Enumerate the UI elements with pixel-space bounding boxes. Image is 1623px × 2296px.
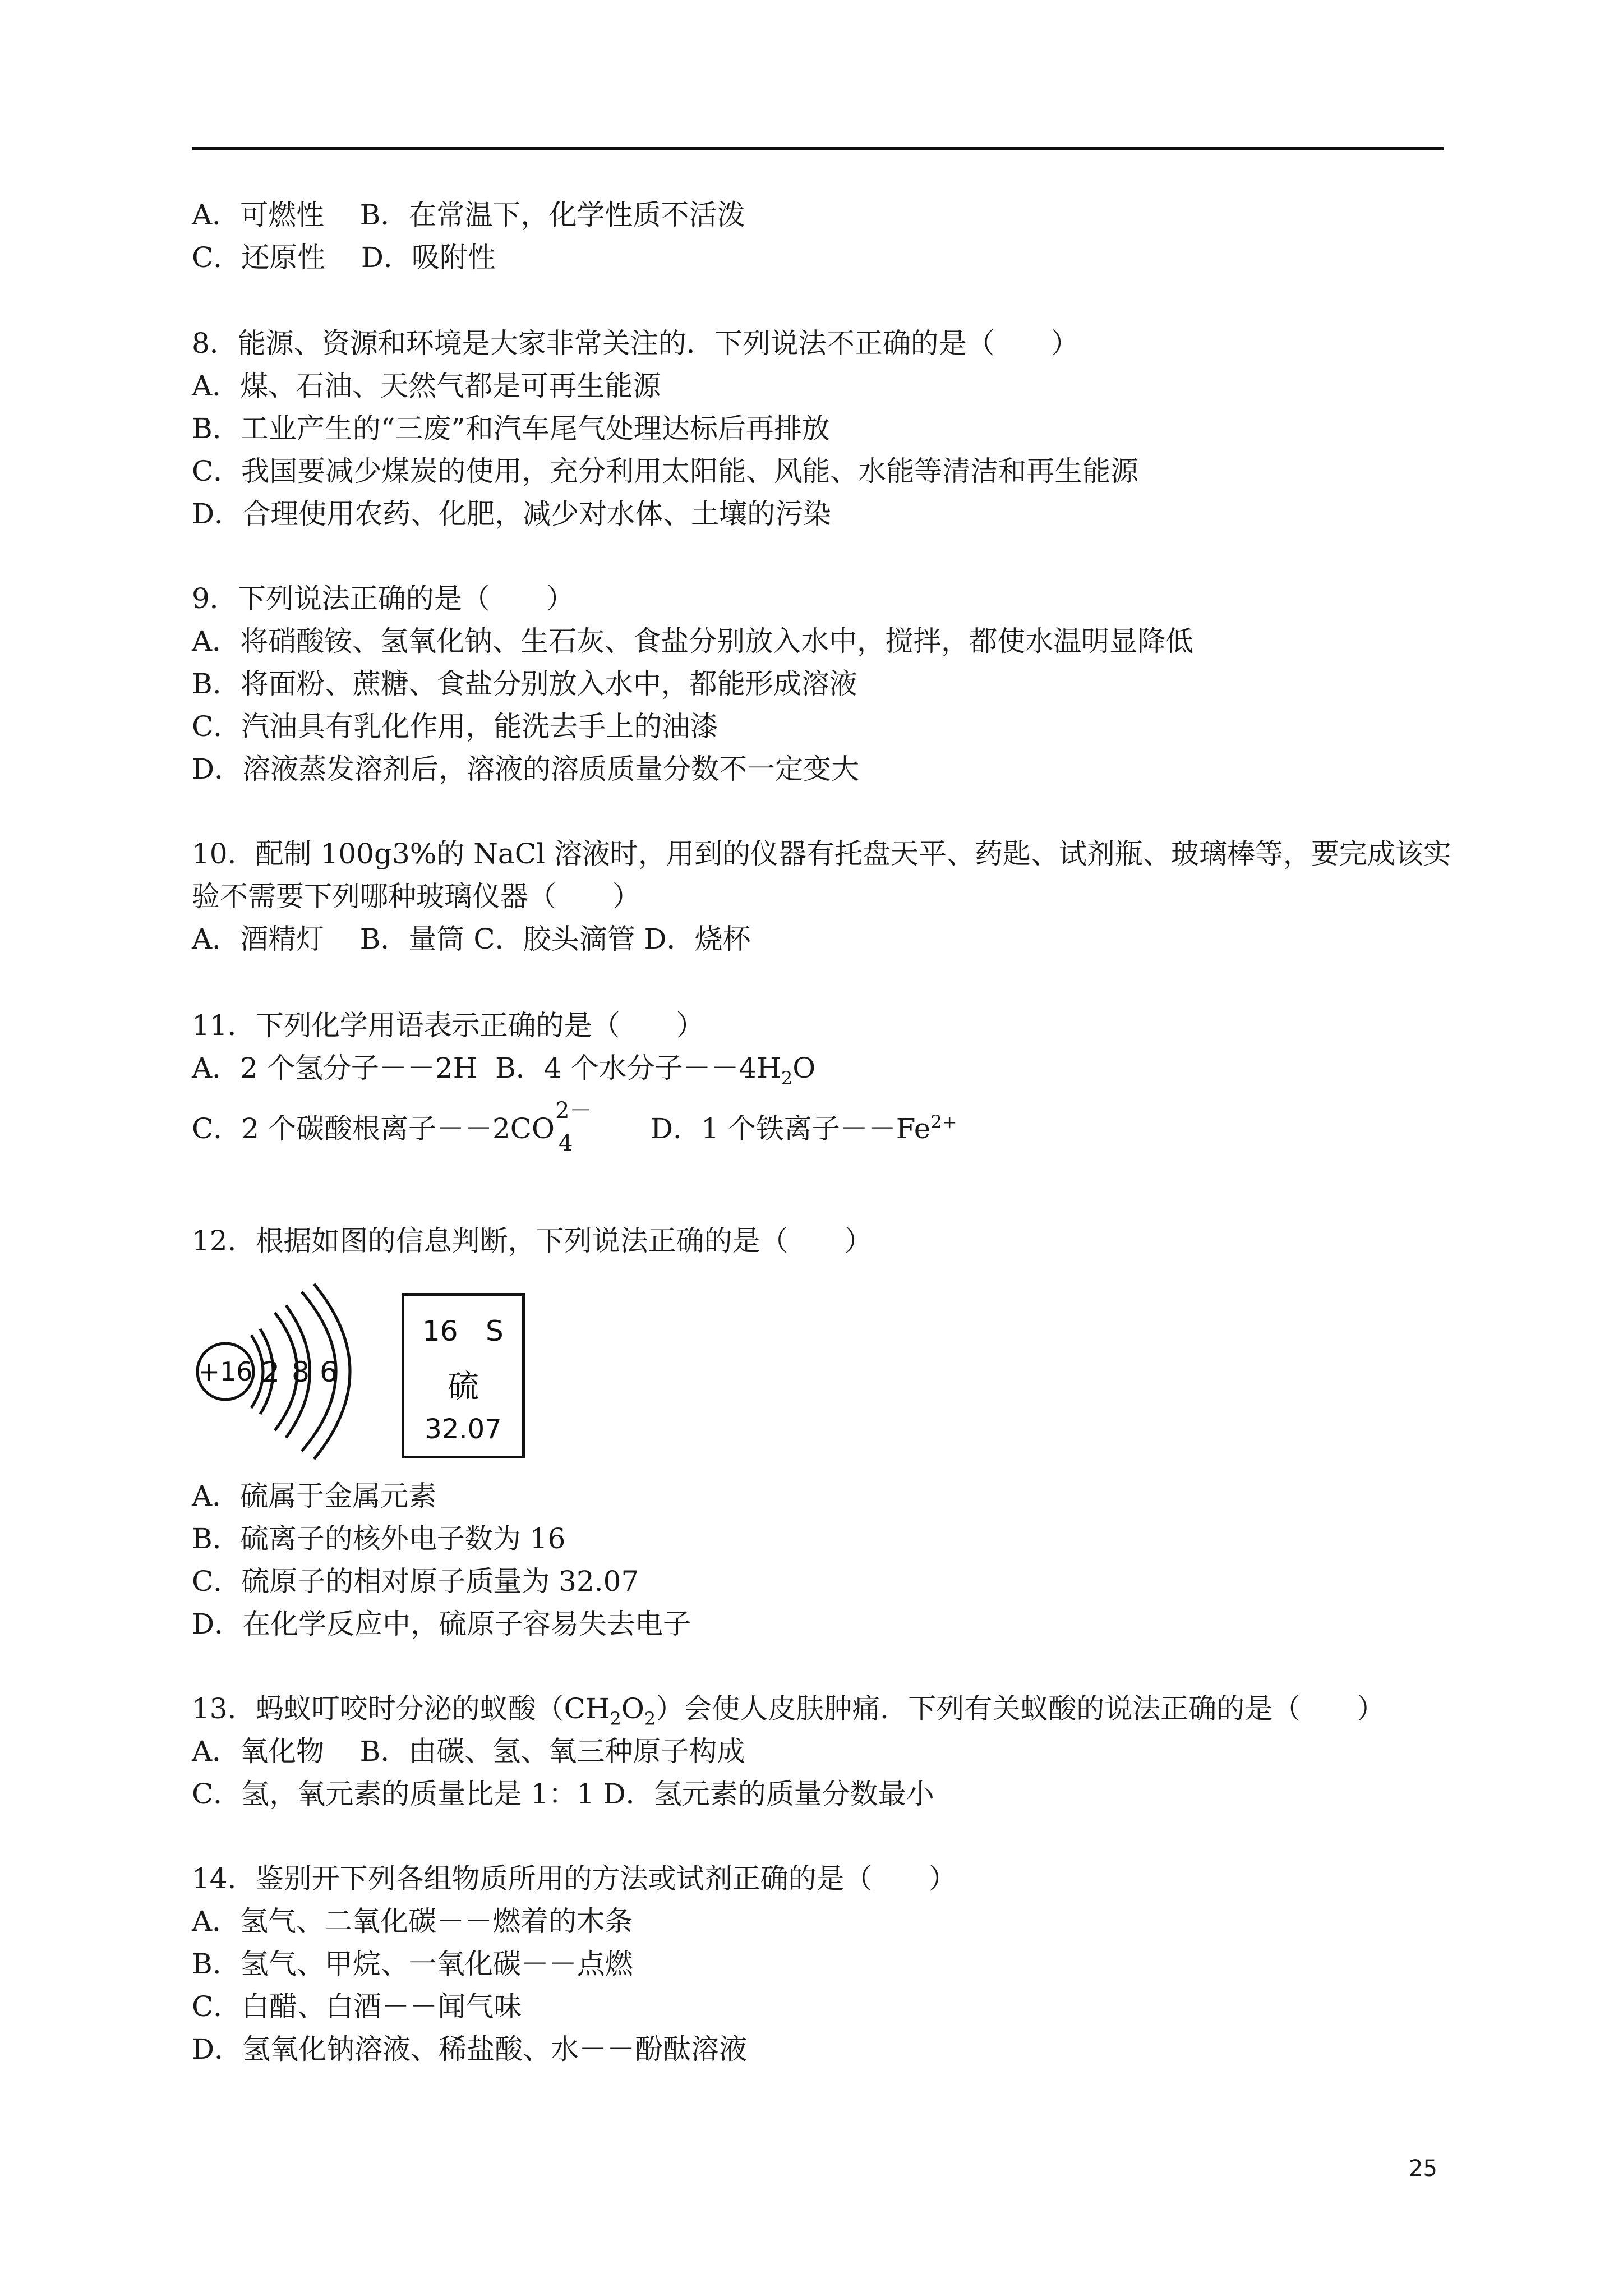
q14-option-d: D．氢氧化钠溶液、稀盐酸、水－－酚酞溶液 (192, 2033, 748, 2065)
q10-stem-line1: 10．配制 100g3%的 NaCl 溶液时，用到的仪器有托盘天平、药匙、试剂瓶、玻璃棒等，要完成该实 (192, 838, 1451, 870)
q9-option-b: B．将面粉、蔗糖、食盐分别放入水中，都能形成溶液 (192, 668, 857, 700)
q12-option-d: D．在化学反应中，硫原子容易失去电子 (192, 1608, 691, 1640)
q9-stem: 9．下列说法正确的是（ ） (192, 582, 574, 615)
q12-option-a: A．硫属于金属元素 (192, 1480, 437, 1512)
atomic-number: 16 (422, 1315, 458, 1347)
header-rule (192, 147, 1444, 150)
q8-option-a: A．煤、石油、天然气都是可再生能源 (192, 370, 661, 402)
q11-d-superscript: 2+ (930, 1111, 957, 1133)
element-name: 硫 (448, 1369, 479, 1405)
q14-option-c: C．白醋、白酒－－闻气味 (192, 1990, 522, 2023)
page-number: 25 (1409, 2156, 1437, 2182)
q11-d-text: D．1 个铁离子－－Fe (651, 1112, 931, 1145)
q11-ab-text: A．2 个氢分子－－2H B．4 个水分子－－4H (192, 1052, 781, 1084)
q10-options: A．酒精灯 B．量筒 C．胶头滴管 D．烧杯 (192, 923, 751, 955)
q11-option-ab (192, 1052, 816, 1089)
q13-stem-text: 13．蚂蚁叮咬时分泌的蚁酸（CH (192, 1692, 610, 1725)
q7-options-ab: A．可燃性 B．在常温下，化学性质不活泼 (192, 199, 745, 231)
sulfur-periodic-table-cell (402, 1293, 525, 1458)
q12-stem: 12．根据如图的信息判断，下列说法正确的是（ ） (192, 1225, 873, 1257)
q11-ab-suffix: O (792, 1052, 816, 1084)
shell-3-electrons: 6 (320, 1356, 338, 1388)
q11-option-c: C．2 个碳酸根离子－－2CO (192, 1112, 555, 1145)
q13-stem-rest: ）会使人皮肤肿痛．下列有关蚁酸的说法正确的是（ ） (656, 1692, 1385, 1725)
q13-subscript-2: 2 (644, 1708, 656, 1729)
nucleus-charge: +16 (198, 1356, 253, 1387)
q13-options-cd: C．氢，氧元素的质量比是 1：1 D．氢元素的质量分数最小 (192, 1778, 934, 1810)
q11-stem: 11．下列化学用语表示正确的是（ ） (192, 1009, 704, 1042)
q14-option-a: A．氢气、二氧化碳－－燃着的木条 (192, 1905, 633, 1938)
q8-option-d: D．合理使用农药、化肥，减少对水体、土壤的污染 (192, 498, 832, 530)
element-symbol: S (486, 1315, 504, 1347)
q10-stem-line2: 验不需要下列哪种玻璃仪器（ ） (192, 880, 640, 913)
q9-option-d: D．溶液蒸发溶剂后，溶液的溶质质量分数不一定变大 (192, 753, 860, 785)
q12-option-c: C．硫原子的相对原子质量为 32.07 (192, 1565, 639, 1598)
q14-stem: 14．鉴别开下列各组物质所用的方法或试剂正确的是（ ） (192, 1862, 957, 1895)
q11-c-subscript: 4 (559, 1130, 573, 1156)
q8-option-b: B．工业产生的“三废”和汽车尾气处理达标后再排放 (192, 412, 830, 445)
shell-1-electrons: 2 (262, 1356, 280, 1388)
shell-2-electrons: 8 (292, 1356, 310, 1388)
q13-stem (192, 1692, 1385, 1729)
q12-option-b: B．硫离子的核外电子数为 16 (192, 1522, 566, 1555)
atomic-mass: 32.07 (425, 1414, 502, 1445)
q14-option-b: B．氢气、甲烷、一氧化碳－－点燃 (192, 1948, 633, 1980)
q13-stem-mid: O (621, 1692, 644, 1725)
q11-option-d (651, 1111, 957, 1145)
q8-option-c: C．我国要减少煤炭的使用，充分利用太阳能、风能、水能等清洁和再生能源 (192, 455, 1139, 487)
q11-ab-subscript: 2 (781, 1068, 793, 1089)
q8-stem: 8．能源、资源和环境是大家非常关注的．下列说法不正确的是（ ） (192, 327, 1079, 360)
q13-options-ab: A．氧化物 B．由碳、氢、氧三种原子构成 (192, 1735, 745, 1768)
q13-subscript-1: 2 (610, 1708, 621, 1729)
q9-option-c: C．汽油具有乳化作用，能洗去手上的油漆 (192, 710, 718, 743)
q11-c-charge: 2－ (555, 1098, 592, 1124)
q7-options-cd: C．还原性 D．吸附性 (192, 241, 496, 274)
q9-option-a: A．将硝酸铵、氢氧化钠、生石灰、食盐分别放入水中，搅拌，都使水温明显降低 (192, 625, 1194, 657)
